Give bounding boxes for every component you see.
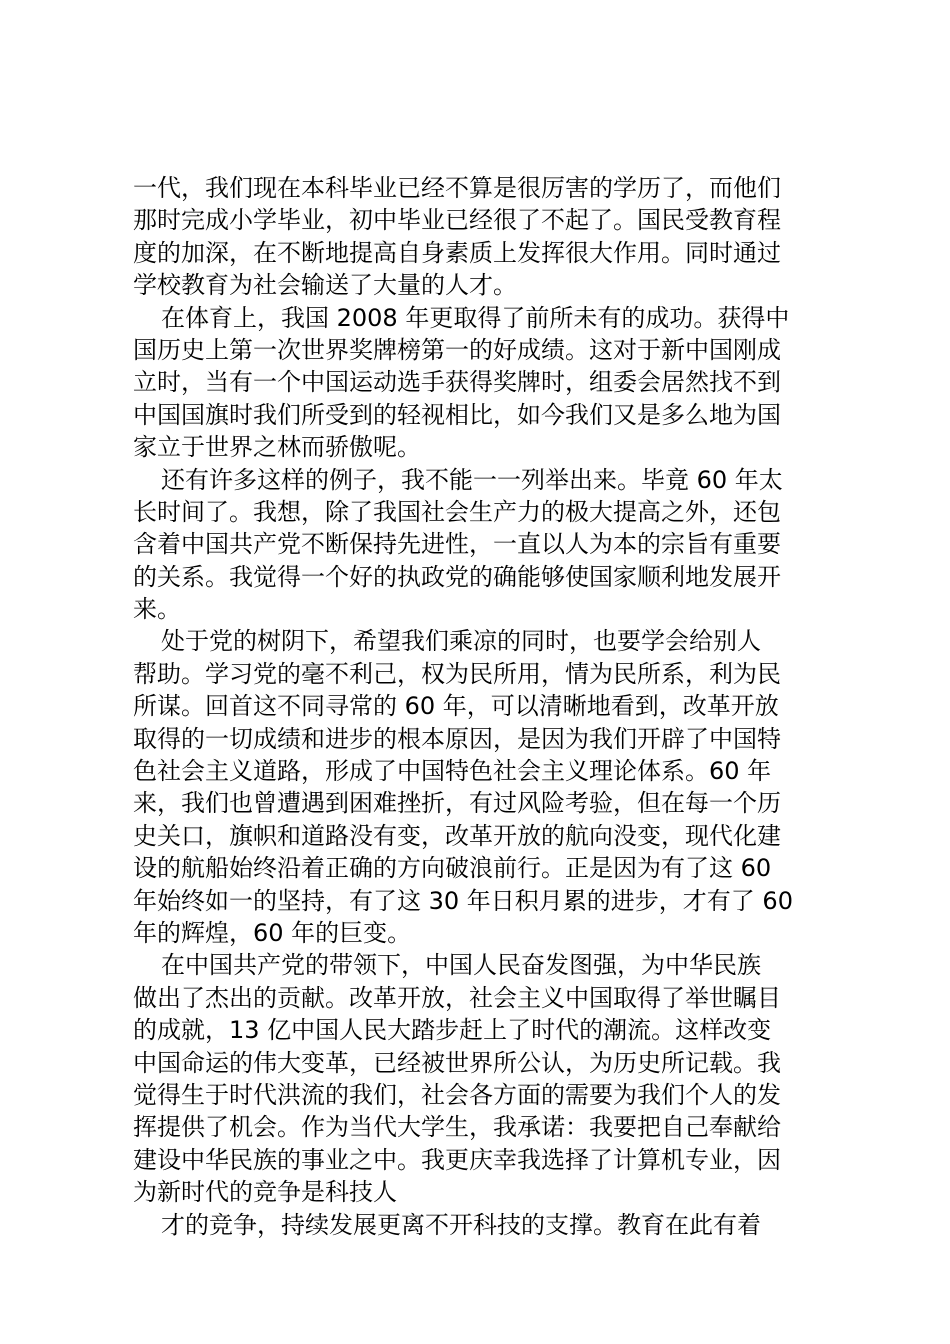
text-line: 学校教育为社会输送了大量的人才。 [133,271,517,300]
text-line: 做出了杰出的贡献。改革开放，社会主义中国取得了举世瞩目 [133,983,781,1012]
document-body-text [133,172,833,1241]
text-line: 所谋。回首这不同寻常的 60 年，可以清晰地看到，改革开放 [133,692,779,721]
text-line: 年的辉煌，60 年的巨变。 [133,918,412,947]
text-line: 中国国旗时我们所受到的轻视相比，如今我们又是多么地为国 [133,400,781,429]
paragraph-first-line: 还有许多这样的例子，我不能一一列举出来。毕竟 60 年太 [161,465,783,494]
text-line: 史关口，旗帜和道路没有变，改革开放的航向没变，现代化建 [133,821,781,850]
paragraph-first-line: 处于党的树阴下，希望我们乘凉的同时，也要学会给别人 [161,627,761,656]
text-line: 来，我们也曾遭遇到困难挫折，有过风险考验，但在每一个历 [133,789,781,818]
text-line: 国历史上第一次世界奖牌榜第一的好成绩。这对于新中国刚成 [133,335,781,364]
text-line: 年始终如一的坚持，有了这 30 年日积月累的进步，才有了 60 [133,886,793,915]
text-line: 一代，我们现在本科毕业已经不算是很厉害的学历了，而他们 [133,174,781,202]
text-line: 觉得生于时代洪流的我们，社会各方面的需要为我们个人的发 [133,1080,781,1109]
text-line: 设的航船始终沿着正确的方向破浪前行。正是因为有了这 60 [133,854,772,883]
text-line: 为新时代的竞争是科技人 [133,1178,397,1207]
text-line: 的关系。我觉得一个好的执政党的确能够使国家顺利地发展开 [133,562,781,591]
text-line: 家立于世界之林而骄傲呢。 [133,433,421,462]
text-line: 色社会主义道路，形成了中国特色社会主义理论体系。60 年 [133,757,772,786]
text-line: 中国命运的伟大变革，已经被世界所公认，为历史所记载。我 [133,1048,781,1077]
paragraph-first-line: 才的竞争，持续发展更离不开科技的支撑。教育在此有着 [161,1210,761,1239]
text-line: 含着中国共产党不断保持先进性，一直以人为本的宗旨有重要 [133,530,781,559]
text-line: 那时完成小学毕业，初中毕业已经很了不起了。国民受教育程 [133,206,781,235]
paragraph-first-line: 在体育上，我国 2008 年更取得了前所未有的成功。获得中 [161,303,790,332]
text-line: 建设中华民族的事业之中。我更庆幸我选择了计算机专业，因 [133,1145,781,1174]
text-line: 的成就，13 亿中国人民大踏步赶上了时代的潮流。这样改变 [133,1016,772,1045]
text-line: 立时，当有一个中国运动选手获得奖牌时，组委会居然找不到 [133,368,781,397]
text-line: 帮助。学习党的毫不利己，权为民所用，情为民所系，利为民 [133,659,781,688]
paragraph-first-line: 在中国共产党的带领下，中国人民奋发图强，为中华民族 [161,951,761,980]
text-line: 来。 [133,595,181,624]
text-line: 长时间了。我想，除了我国社会生产力的极大提高之外，还包 [133,497,781,526]
text-line: 取得的一切成绩和进步的根本原因，是因为我们开辟了中国特 [133,724,781,753]
text-line: 挥提供了机会。作为当代大学生，我承诺：我要把自己奉献给 [133,1113,781,1142]
text-line: 度的加深，在不断地提高自身素质上发挥很大作用。同时通过 [133,238,781,267]
